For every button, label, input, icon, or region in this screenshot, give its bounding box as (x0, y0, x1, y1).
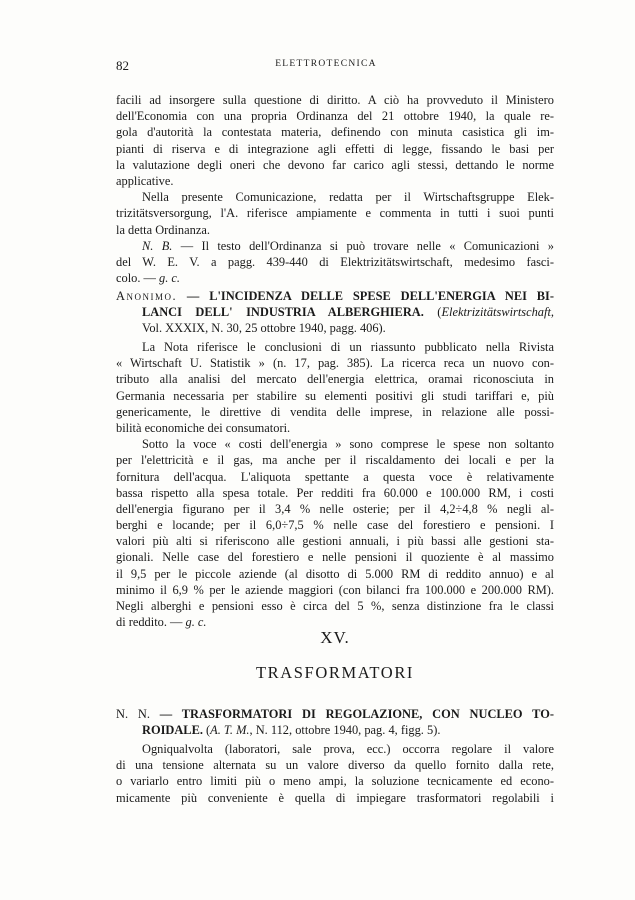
text-line: o variarlo entro limiti più o meno ampi, la soluzione tecnicamente ed econo- (116, 774, 554, 789)
entry-heading-line: ROIDALE. (A. T. M., N. 112, ottobre 1940, pag. 4, figg. 5). (142, 723, 441, 738)
text-line: applicative. (116, 173, 174, 188)
text-line: facili ad insorgere sulla questione di diritto. A ciò ha provveduto il Ministero (116, 93, 554, 107)
text-line: del W. E. V. a pagg. 439-440 di Elektrizitätswirtschaft, medesimo fasci- (116, 254, 554, 269)
abstract-entry (116, 288, 554, 337)
text-line: La Nota riferisce le conclusioni di un riassunto pubblicato nella Rivista (142, 340, 554, 354)
section-continuation (116, 92, 554, 286)
abstract-entry (116, 706, 554, 738)
text-line (116, 270, 554, 286)
text-line: Negli alberghi e pensioni esso è circa del 5 %, senza distinzione fra le classi (116, 599, 554, 613)
entry-title: — L'INCIDENZA DELLE SPESE DELL'ENERGIA NEI BI- (177, 289, 554, 303)
text-line: valori più alti si riferiscono alle gestioni annuali, i più bassi alle gestioni sta- (116, 534, 554, 549)
entry-author: N. N. (116, 707, 150, 721)
entry-heading-line (116, 288, 554, 304)
text-line: per l'elettricità e il gas, ma anche per il riscaldamento dei locali e per la (116, 453, 554, 468)
text-line: la detta Ordinanza. (116, 222, 210, 237)
signature: g. c. (185, 615, 207, 630)
text-line: tributo alla analisi del mercato dell'energia elettrica, oramai riconosciuta in (116, 372, 554, 387)
journal-name: Elektrizitätswirtschaft, (441, 305, 554, 320)
text-line: gola d'autorità la contestata materia, definendo con minuta casistica gli im- (116, 125, 554, 140)
running-title: ELETTROTECNICA (275, 59, 377, 69)
text-line: dell'energia figurano per il 3,4 % nelle osterie; per il 4,2÷4,8 % negli al- (116, 501, 554, 516)
abstract-body (116, 339, 554, 630)
text-line: Ogniqualvolta (laboratori, sale prova, ecc.) occorra regolare il valore (142, 742, 554, 756)
text-line: « Wirtschaft U. Statistik » (n. 17, pag. 385). La ricerca reca un nuovo con- (116, 356, 554, 371)
text-line: fornitura dell'acqua. L'aliquota spettante a questa voce è relativamente (116, 469, 554, 484)
entry-author: Anonimo. (116, 289, 178, 303)
text-line: genericamente, le direttive di vendita delle imprese, in relazione alle possi- (116, 404, 554, 419)
text-line: pianti di riserva e di integrazione agli effetti di legge, fissando le basi per (116, 141, 554, 156)
text-line: dell'Economia con una propria Ordinanza del 21 ottobre 1940, la quale re- (116, 109, 554, 124)
text-line: bassa rispetto alla spesa totale. Per redditi fra 60.000 e 100.000 RM, i costi (116, 485, 554, 500)
entry-heading-line: LANCI DELL' INDUSTRIA ALBERGHIERA. (Elektrizitätswirtschaft, (142, 305, 554, 320)
text-line: Nella presente Comunicazione, redatta per il Wirtschaftsgruppe Elek- (142, 190, 554, 205)
text-line: Germania necessaria per stabilire su elementi positivi gli studi tariffari e, più (116, 388, 554, 403)
chapter-number: XV. (320, 628, 350, 647)
entry-title: ROIDALE. (142, 723, 203, 738)
nota-bene-label: N. B. (142, 238, 173, 253)
text-line: di una tensione alternata su un valore diverso da quello fornito dalla rete, (116, 758, 554, 773)
text-line: berghi e locande; per il 6,0÷7,5 % nelle case del forestiero e pensioni. I (116, 518, 554, 533)
text-line: micamente più conveniente è quella di impiegare trasformatori regolabili i (116, 790, 554, 805)
entry-citation: , N. 112, ottobre 1940, pag. 4, figg. 5). (249, 723, 441, 738)
text-line: la valutazione degli oneri che devono far carico agli stessi, dettando le norme (116, 157, 554, 172)
nota-bene-line (116, 238, 554, 254)
text-line: bilità economiche dei consumatori. (116, 420, 291, 435)
text-line: minimo il 6,9 % per le aziende maggiori (con bilanci fra 100.000 e 200.000 RM). (116, 582, 554, 597)
text-line: trizitätsversorgung, l'A. riferisce ampiamente e commenta in tutti i suoi punti (116, 206, 554, 221)
text-line: gionali. Nelle case del forestiero e nelle pensioni il quoziente è al massimo (116, 550, 554, 565)
signature: g. c. (159, 271, 181, 286)
entry-citation: Vol. XXXIX, N. 30, 25 ottobre 1940, pagg. 406). (142, 321, 386, 336)
chapter-title: TRASFORMATORI (255, 663, 415, 682)
abstract-body (116, 741, 554, 806)
page-header (116, 58, 536, 74)
entry-heading-line (116, 706, 554, 722)
entry-title: LANCI DELL' INDUSTRIA ALBERGHIERA. (142, 305, 424, 320)
text-fragment: di reddito. — (116, 615, 186, 630)
text-line: Sotto la voce « costi dell'energia » sono comprese le spese non soltanto (142, 437, 554, 452)
text-fragment: colo. — (116, 271, 160, 286)
nota-bene-text: — Il testo dell'Ordinanza si può trovare nelle « Comunicazioni » (172, 238, 554, 253)
page-number: 82 (116, 58, 129, 73)
text-line: il 9,5 per le piccole aziende (al disotto di 5.000 RM di reddito annuo) e al (116, 566, 554, 581)
journal-name: A. T. M. (210, 723, 250, 738)
entry-title: — TRASFORMATORI DI REGOLAZIONE, CON NUCLEO TO- (149, 707, 554, 721)
